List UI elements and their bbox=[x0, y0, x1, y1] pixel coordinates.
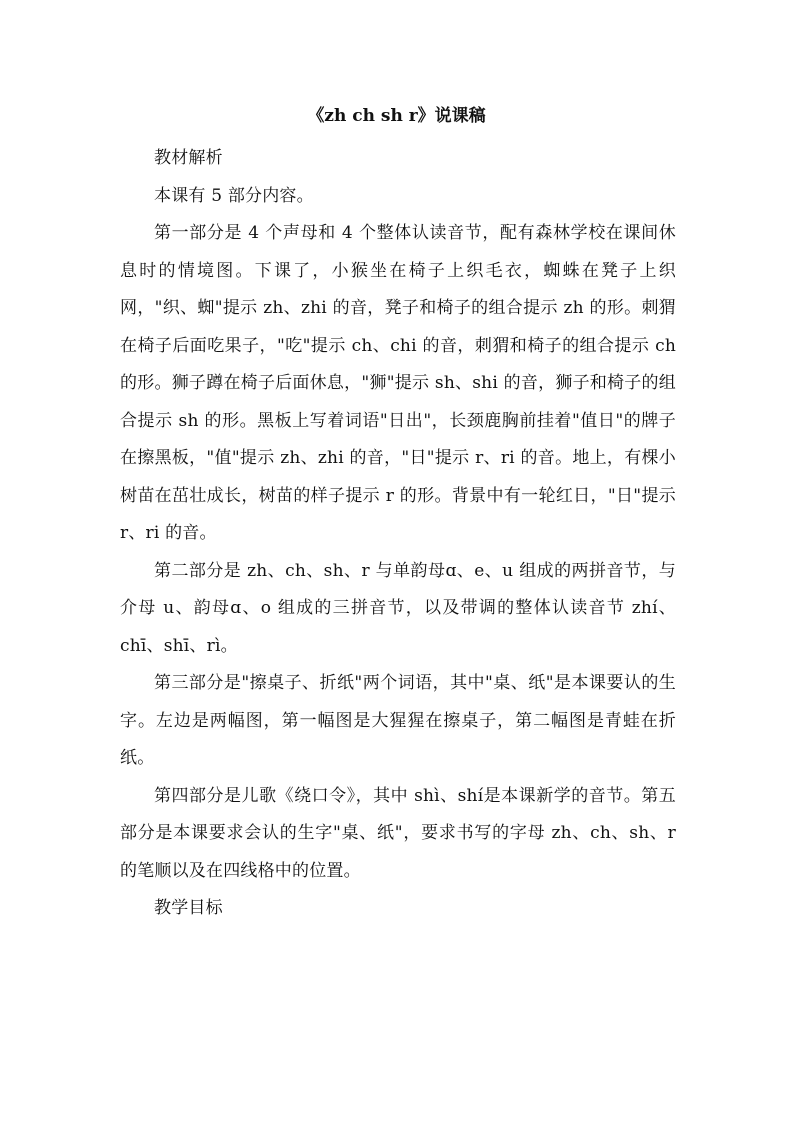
document-body bbox=[120, 140, 676, 928]
paragraph-intro: 本课有 5 部分内容。 bbox=[154, 185, 314, 206]
section-heading-objectives: 教学目标 bbox=[154, 898, 223, 918]
paragraph-part-one: 第一部分是 4 个声母和 4 个整体认读音节，配有森林学校在课间休息时的情境图。下课了，小猴坐在椅子上织毛衣，蜘蛛在凳子上织网，"织、蜘"提示 zh、zhi 的音，凳子和椅子的组合提示 zh 的形。刺猬在椅子后面吃果子，"吃"提示 ch、chi 的音，刺猬和椅子的组合提示 ch 的形。狮子蹲在椅子后面休息，"狮"提示 sh、shi 的音，狮子和椅子的组合提示 sh 的形。黑板上写着词语"日出"，长颈鹿胸前挂着"值日"的牌子在擦黑板，"值"提示 zh、zhi 的音，"日"提示 r、ri 的音。地上，有棵小树苗在茁壮成长，树苗的样子提示 r 的形。背景中有一轮红日，"日"提示 r、ri 的音。 bbox=[120, 223, 676, 543]
paragraph-part-two: 第二部分是 zh、ch、sh、r 与单韵母ɑ、e、u 组成的两拼音节，与介母 u、韵母ɑ、o 组成的三拼音节，以及带调的整体认读音节 zhí、chī、shī、rì。 bbox=[120, 560, 676, 656]
section-heading-analysis: 教材解析 bbox=[154, 148, 223, 168]
paragraph-part-three: 第三部分是"擦桌子、折纸"两个词语，其中"桌、纸"是本课要认的生字。左边是两幅图，第一幅图是大猩猩在擦桌子，第二幅图是青蛙在折纸。 bbox=[120, 673, 676, 768]
document-title: 《zh ch sh r》说课稿 bbox=[307, 106, 486, 126]
paragraph-part-four-five: 第四部分是儿歌《绕口令》，其中 shì、shí是本课新学的音节。第五部分是本课要求会认的生字"桌、纸"，要求书写的字母 zh、ch、sh、r 的笔顺以及在四线格中的位置。 bbox=[120, 785, 676, 881]
